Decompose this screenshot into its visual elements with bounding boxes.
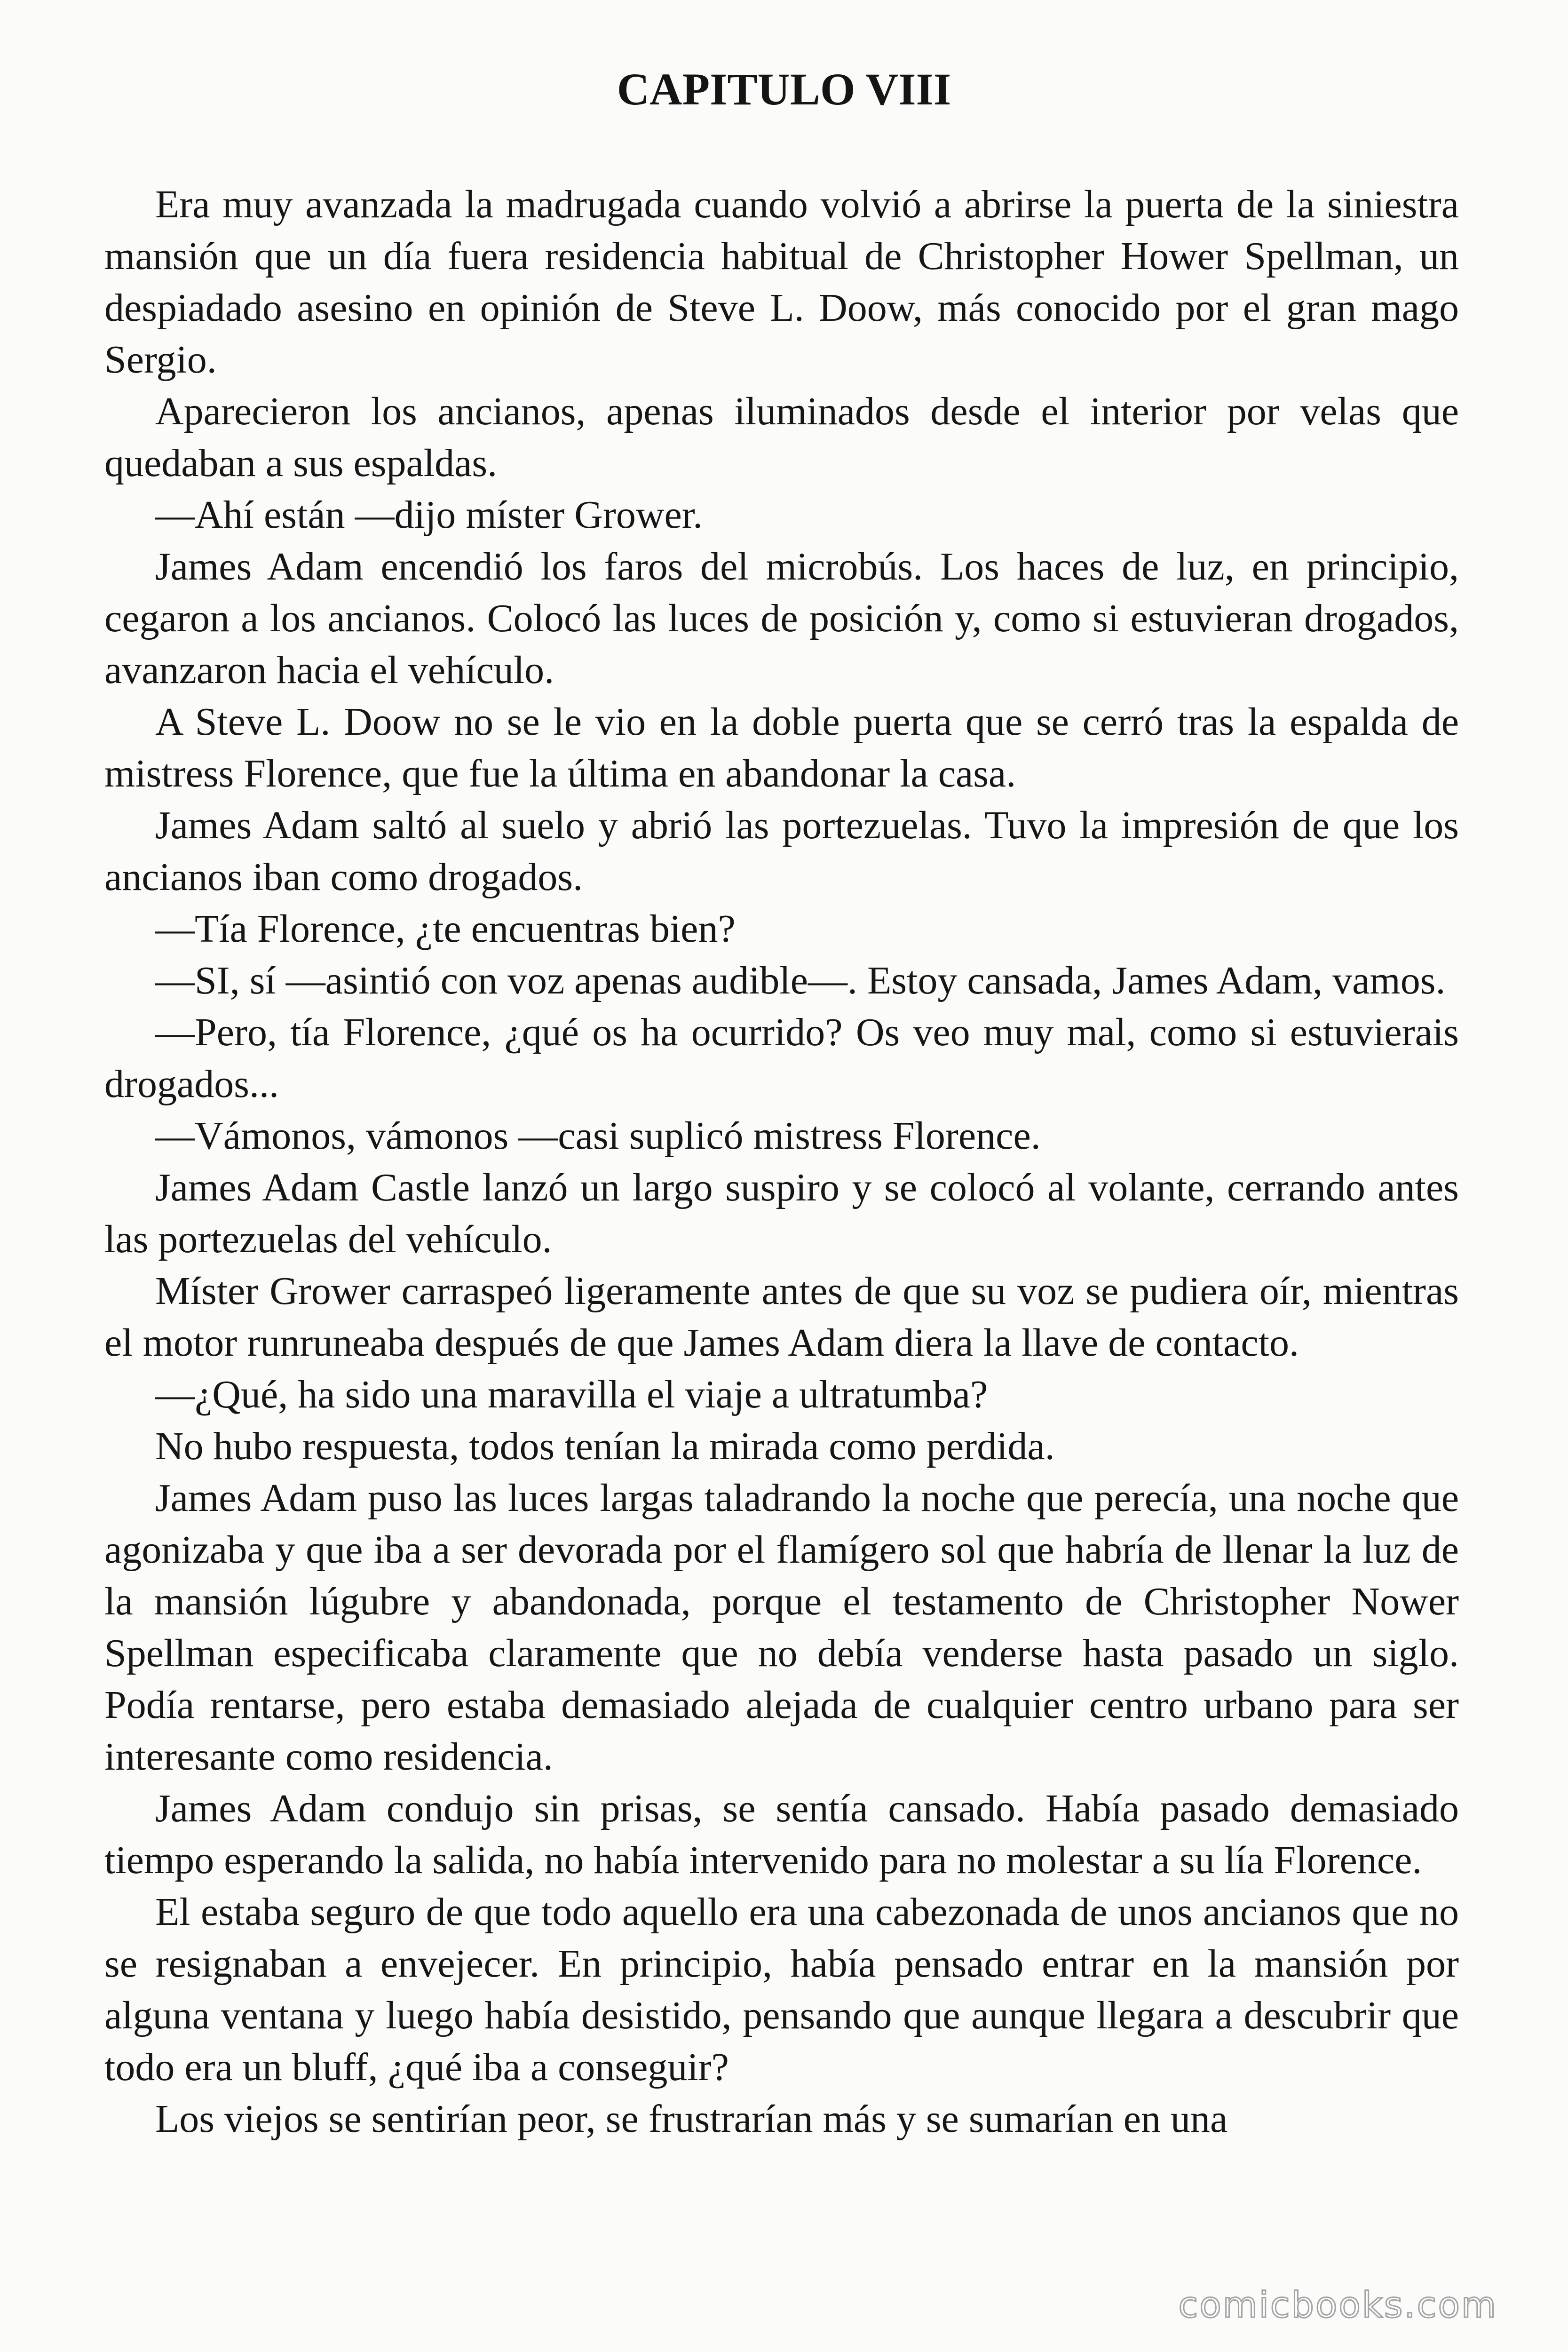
paragraph: A Steve L. Doow no se le vio en la doble puerta que se cerró tras la espalda de mistress Florence, que fue la última en abandonar la casa. bbox=[104, 700, 1459, 795]
chapter-title: CAPITULO VIII bbox=[617, 64, 951, 114]
paragraph: James Adam Castle lanzó un largo suspiro y se colocó al volante, cerrando antes las portezuelas del vehículo. bbox=[104, 1166, 1459, 1261]
paragraph: James Adam saltó al suelo y abrió las portezuelas. Tuvo la impresión de que los ancianos iban como drogados. bbox=[104, 803, 1459, 899]
paragraph: El estaba seguro de que todo aquello era una cabezonada de unos ancianos que no se resignaban a envejecer. En principio, había pensado entrar en la mansión por alguna ventana y luego había desistido, pensando que aunque llegara a descubrir que todo era un bluff, ¿qué iba a conseguir? bbox=[104, 1890, 1459, 2089]
paragraph: Míster Grower carraspeó ligeramente antes de que su voz se pudiera oír, mientras el motor runruneaba después de que James Adam diera la llave de contacto. bbox=[104, 1269, 1459, 1365]
paragraph: James Adam puso las luces largas taladrando la noche que perecía, una noche que agonizaba y que iba a ser devorada por el flamígero sol que habría de llenar la luz de la mansión lúgubre y abandonada, porque el testamento de Christopher Nower Spellman especificaba claramente que no debía venderse hasta pasado un siglo. Podía rentarse, pero estaba demasiado alejada de cualquier centro urbano para ser interesante como residencia. bbox=[104, 1476, 1459, 1779]
paragraph: —Pero, tía Florence, ¿qué os ha ocurrido? Os veo muy mal, como si estuvierais drogados... bbox=[104, 1010, 1459, 1106]
chapter-body bbox=[104, 179, 1459, 2145]
watermark: comicbooks.com bbox=[1178, 2284, 1497, 2326]
paragraph: No hubo respuesta, todos tenían la mirada como perdida. bbox=[155, 1424, 1055, 1468]
paragraph: James Adam encendió los faros del microbús. Los haces de luz, en principio, cegaron a los ancianos. Colocó las luces de posición y, como si estuvieran drogados, avanzaron hacia el vehículo. bbox=[104, 545, 1459, 692]
paragraph: —Vámonos, vámonos —casi suplicó mistress Florence. bbox=[155, 1114, 1041, 1158]
paragraph: —Tía Florence, ¿te encuentras bien? bbox=[155, 907, 736, 951]
paragraph: James Adam condujo sin prisas, se sentía cansado. Había pasado demasiado tiempo esperando la salida, no había intervenido para no molestar a su lía Florence. bbox=[104, 1787, 1459, 1882]
paragraph: —Ahí están —dijo míster Grower. bbox=[155, 493, 703, 537]
paragraph: —¿Qué, ha sido una maravilla el viaje a ultratumba? bbox=[155, 1373, 988, 1416]
paragraph: Era muy avanzada la madrugada cuando volvió a abrirse la puerta de la siniestra mansión que un día fuera residencia habitual de Christopher Hower Spellman, un despiadado asesino en opinión de Steve L. Doow, más conocido por el gran mago Sergio. bbox=[104, 183, 1459, 381]
paragraph: Aparecieron los ancianos, apenas iluminados desde el interior por velas que quedaban a sus espaldas. bbox=[104, 389, 1459, 485]
paragraph: Los viejos se sentirían peor, se frustrarían más y se sumarían en una bbox=[155, 2097, 1228, 2141]
paragraph: —SI, sí —asintió con voz apenas audible—. Estoy cansada, James Adam, vamos. bbox=[155, 959, 1446, 1002]
